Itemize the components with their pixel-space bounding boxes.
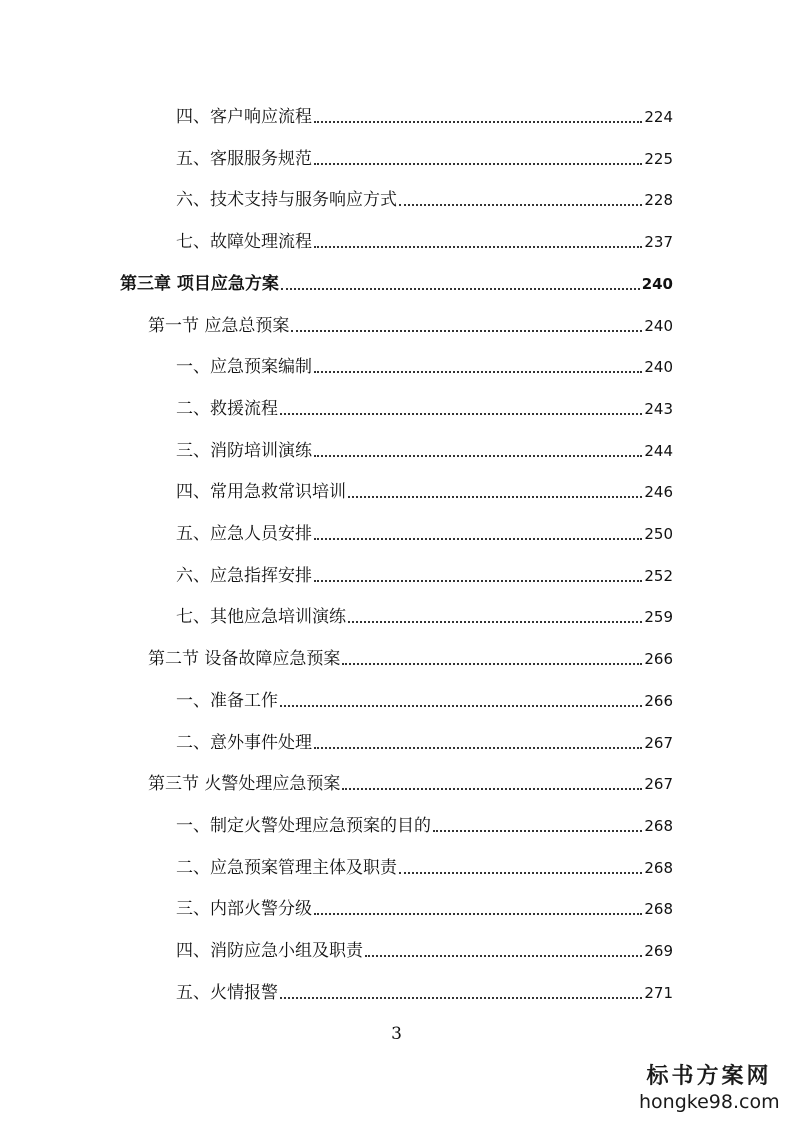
toc-entry-page: 268 xyxy=(644,816,673,835)
toc-dot-leader xyxy=(399,872,642,874)
toc-entry xyxy=(176,563,673,589)
toc-dot-leader xyxy=(280,705,642,707)
toc-dot-leader xyxy=(314,747,642,749)
toc-entry-page: 228 xyxy=(644,191,673,210)
toc-entry-title: 第三节 火警处理应急预案 xyxy=(148,774,341,795)
toc-entry-title: 二、应急预案管理主体及职责 xyxy=(176,857,397,878)
toc-dot-leader xyxy=(281,288,640,290)
toc-entry-title: 四、常用急救常识培训 xyxy=(176,482,346,503)
toc-entry-page: 267 xyxy=(644,775,673,794)
toc-entry-page: 266 xyxy=(644,650,673,669)
toc-dot-leader xyxy=(314,580,642,582)
toc-entry-page: 250 xyxy=(644,525,673,543)
toc-entry-title: 二、意外事件处理 xyxy=(176,732,312,753)
toc-entry-page: 244 xyxy=(644,441,673,460)
toc-entry xyxy=(176,229,673,255)
toc-entry-title: 第三章 项目应急方案 xyxy=(120,273,279,294)
toc-entry xyxy=(176,438,673,464)
toc-entry xyxy=(120,271,673,297)
toc-entry-title: 四、客户响应流程 xyxy=(176,107,312,127)
toc-entry-page: 243 xyxy=(644,399,673,418)
toc-entry-title: 五、应急人员安排 xyxy=(176,524,312,544)
toc-entry xyxy=(176,396,673,422)
toc-entry-title: 一、制定火警处理应急预案的目的 xyxy=(176,815,431,836)
toc-dot-leader xyxy=(291,330,642,332)
toc-entry-page: 266 xyxy=(644,691,673,710)
toc-entry-page: 259 xyxy=(644,608,673,627)
toc-dot-leader xyxy=(433,830,642,832)
toc-entry-page: 269 xyxy=(644,942,673,960)
toc-entry-title: 六、应急指挥安排 xyxy=(176,565,312,586)
toc-entry-page: 267 xyxy=(644,733,673,752)
toc-dot-leader xyxy=(365,955,642,957)
toc-dot-leader xyxy=(314,913,642,915)
toc-entry-page: 240 xyxy=(641,274,673,293)
toc-entry xyxy=(176,730,673,756)
toc-entry-title: 四、消防应急小组及职责 xyxy=(176,941,363,961)
toc-entry xyxy=(176,104,673,130)
toc-entry-title: 七、其他应急培训演练 xyxy=(176,607,346,628)
toc-entry-title: 五、客服服务规范 xyxy=(176,148,312,169)
toc-entry-title: 第二节 设备故障应急预案 xyxy=(148,649,341,670)
toc-entry xyxy=(176,938,673,964)
toc-entry xyxy=(176,479,673,505)
page-number: 3 xyxy=(391,1024,402,1044)
toc-entry xyxy=(176,855,673,881)
toc-dot-leader xyxy=(280,413,642,415)
toc-dot-leader xyxy=(348,496,642,498)
toc-entry xyxy=(176,604,673,630)
toc-entry-title: 一、准备工作 xyxy=(176,690,278,711)
toc-entry-page: 268 xyxy=(644,858,673,877)
toc-entry xyxy=(148,646,673,672)
toc-entry-page: 224 xyxy=(644,108,673,126)
toc-entry xyxy=(176,146,673,172)
toc-dot-leader xyxy=(314,246,642,248)
watermark-name: 标书方案网 xyxy=(646,1063,772,1089)
toc-entry xyxy=(148,313,673,339)
toc-entry-title: 三、消防培训演练 xyxy=(176,440,312,461)
toc-entry-page: 246 xyxy=(644,483,673,502)
toc-entry xyxy=(176,980,673,1006)
toc-entry-page: 225 xyxy=(644,149,673,168)
watermark-url: hongke98.com xyxy=(639,1091,780,1113)
toc-entry xyxy=(176,521,673,547)
toc-dot-leader xyxy=(399,204,642,206)
toc-dot-leader xyxy=(314,455,642,457)
toc-entry-page: 240 xyxy=(644,358,673,377)
toc-dot-leader xyxy=(314,121,642,123)
toc-dot-leader xyxy=(314,163,642,165)
toc-entry-title: 一、应急预案编制 xyxy=(176,357,312,378)
toc-entry xyxy=(176,354,673,380)
toc-entry xyxy=(176,187,673,213)
toc-entry-title: 第一节 应急总预案 xyxy=(148,315,290,336)
toc-dot-leader xyxy=(348,621,642,623)
toc-dot-leader xyxy=(314,538,642,540)
toc-dot-leader xyxy=(342,663,642,665)
toc-entry xyxy=(176,813,673,839)
toc-entry-title: 六、技术支持与服务响应方式 xyxy=(176,190,397,211)
toc-entry-page: 268 xyxy=(644,900,673,919)
toc-entry-page: 237 xyxy=(644,233,673,252)
toc-entry xyxy=(176,896,673,922)
toc-entry-page: 271 xyxy=(644,983,673,1002)
toc-entry-title: 三、内部火警分级 xyxy=(176,899,312,920)
toc-dot-leader xyxy=(314,371,642,373)
toc-entry-title: 七、故障处理流程 xyxy=(176,232,312,253)
toc-entry-title: 五、火情报警 xyxy=(176,982,278,1003)
site-watermark xyxy=(639,1062,779,1114)
toc-entry xyxy=(148,771,673,797)
toc-entry-page: 252 xyxy=(644,566,673,585)
toc-entry-page: 240 xyxy=(644,316,673,335)
toc-entry xyxy=(176,688,673,714)
toc-dot-leader xyxy=(342,788,642,790)
toc-dot-leader xyxy=(280,997,642,999)
toc-entry-title: 二、救援流程 xyxy=(176,398,278,419)
